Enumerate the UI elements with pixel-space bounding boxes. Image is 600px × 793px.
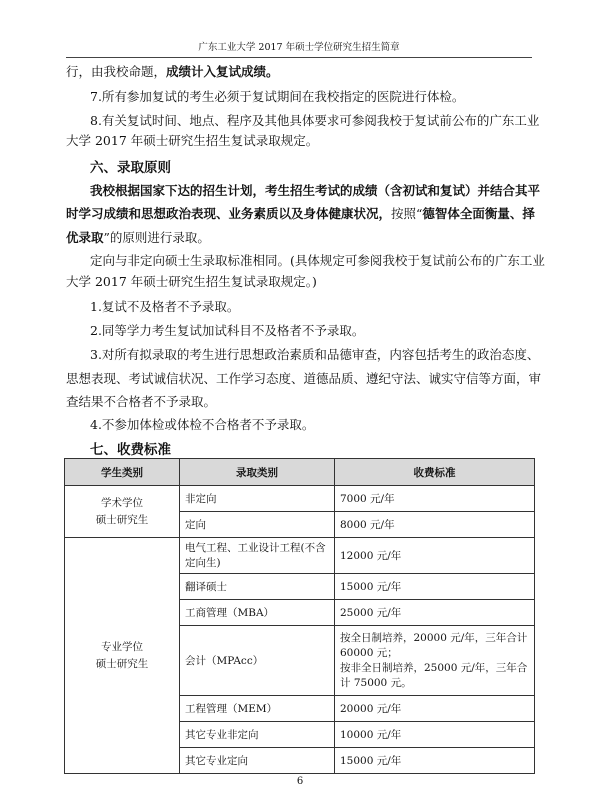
group-cell-academic: 学术学位 硕士研究生 xyxy=(65,486,180,538)
paragraph-line: 1.复试不及格者不予录取。 xyxy=(90,299,240,314)
paragraph-line: 大学 2017 年硕士研究生招生复试录取规定。 xyxy=(66,133,319,148)
category-cell: 工程管理（MEM） xyxy=(180,696,335,722)
col-header: 录取类别 xyxy=(180,459,335,486)
col-header: 学生类别 xyxy=(65,459,180,486)
table-header-row xyxy=(65,459,535,486)
section-heading-fees: 七、收费标准 xyxy=(90,442,171,458)
category-cell: 电气工程、工业设计工程(不含定向生) xyxy=(180,538,335,574)
fee-table xyxy=(64,458,535,774)
category-cell: 翻译硕士 xyxy=(180,574,335,600)
paragraph-line: 7.所有参加复试的考生必须于复试期间在我校指定的医院进行体检。 xyxy=(90,89,465,104)
fee-cell: 7000 元/年 xyxy=(335,486,535,512)
section-heading-admission: 六、录取原则 xyxy=(90,160,171,176)
table-row xyxy=(65,486,535,512)
paragraph-line: 优录取”的原则进行录取。 xyxy=(66,230,210,245)
paragraph-line: 查结果不合格者不予录取。 xyxy=(66,394,217,409)
category-cell: 工商管理（MBA） xyxy=(180,600,335,626)
fee-cell: 20000 元/年 xyxy=(335,696,535,722)
paragraph-line: 3.对所有拟录取的考生进行思想政治素质和品德审查，内容包括考生的政治态度、 xyxy=(90,347,540,362)
category-cell: 会计（MPAcc） xyxy=(180,626,335,696)
category-cell: 其它专业非定向 xyxy=(180,722,335,748)
fee-cell: 15000 元/年 xyxy=(335,574,535,600)
fee-cell: 15000 元/年 xyxy=(335,748,535,774)
page-header: 广东工业大学 2017 年硕士学位研究生招生简章 xyxy=(66,39,532,58)
fee-cell: 8000 元/年 xyxy=(335,512,535,538)
paragraph-line: 大学 2017 年硕士研究生招生复试录取规定。) xyxy=(66,274,317,289)
paragraph-line: 思想表现、考试诚信状况、工作学习态度、道德品质、遵纪守法、诚实守信等方面，审 xyxy=(66,371,542,386)
paragraph-line: 4.不参加体检或体检不合格者不予录取。 xyxy=(90,417,315,432)
paragraph-line: 定向与非定向硕士生录取标准相同。(具体规定可参阅我校于复试前公布的广东工业 xyxy=(90,253,545,268)
page-number: 6 xyxy=(296,776,304,787)
paragraph-line: 时学习成绩和思想政治表现、业务素质以及身体健康状况，按照“德智体全面衡量、择 xyxy=(66,206,535,221)
fee-cell: 12000 元/年 xyxy=(335,538,535,574)
category-cell: 其它专业定向 xyxy=(180,748,335,774)
paragraph-line: 我校根据国家下达的招生计划，考生招生考试的成绩（含初试和复试）并结合其平 xyxy=(90,183,541,198)
table-row xyxy=(65,538,535,574)
col-header: 收费标准 xyxy=(335,459,535,486)
group-cell-professional: 专业学位 硕士研究生 xyxy=(65,538,180,774)
paragraph-line: 2.同等学力考生复试加试科目不及格者不予录取。 xyxy=(90,323,365,338)
paragraph-line: 行，由我校命题，成绩计入复试成绩。 xyxy=(66,64,279,79)
category-cell: 定向 xyxy=(180,512,335,538)
category-cell: 非定向 xyxy=(180,486,335,512)
fee-cell: 按全日制培养，20000 元/年，三年合计 60000 元； 按非全日制培养，25000 元/年，三年合计 75000 元。 xyxy=(335,626,535,696)
fee-cell: 25000 元/年 xyxy=(335,600,535,626)
fee-cell: 10000 元/年 xyxy=(335,722,535,748)
paragraph-line: 8.有关复试时间、地点、程序及其他具体要求可参阅我校于复试前公布的广东工业 xyxy=(90,113,540,128)
